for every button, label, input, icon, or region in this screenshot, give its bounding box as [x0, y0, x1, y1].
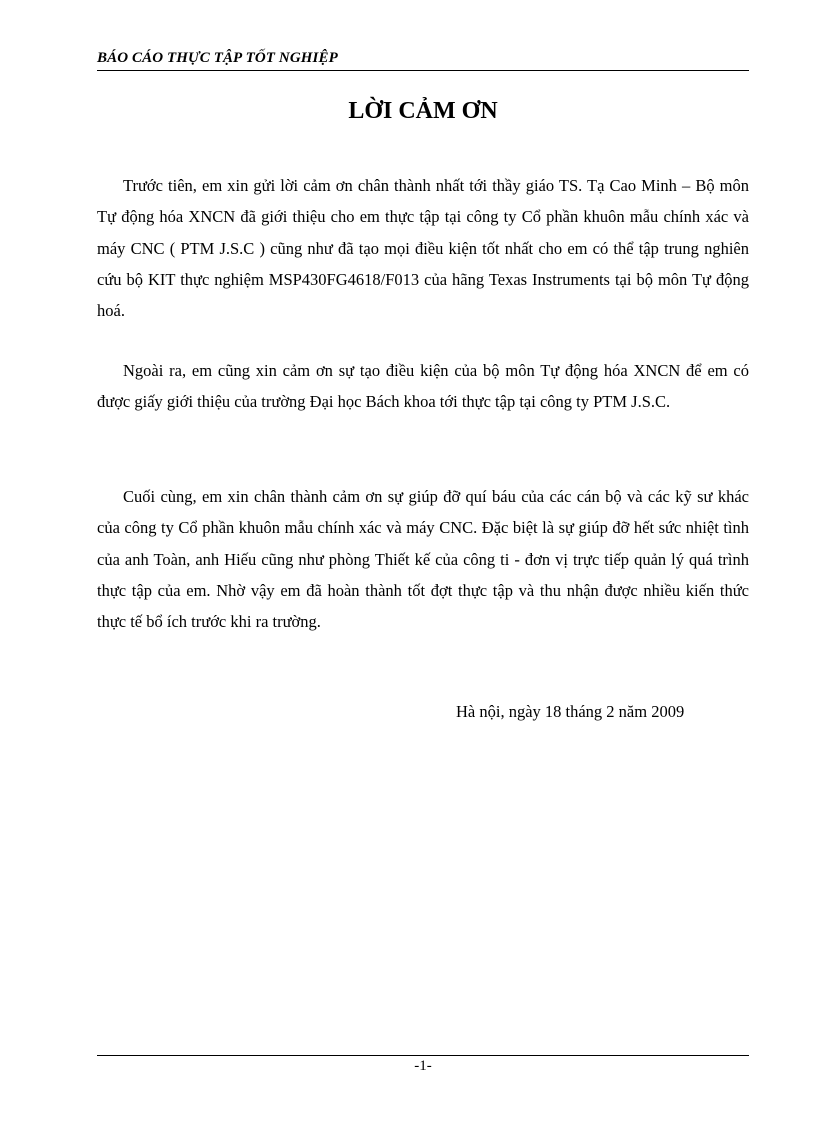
page-number: -1- [414, 1058, 432, 1074]
paragraph-3-text: Cuối cùng, em xin chân thành cảm ơn sự giúp đỡ quí báu của các cán bộ và các kỹ sư khác của công ty Cổ phần khuôn mẫu chính xác và máy CNC. Đặc biệt là sự giúp đỡ hết sức nhiệt tình của anh Toàn, anh Hiếu cũng như phòng Thiết kế của công ti - đơn vị trực tiếp quản lý quá trình thực tập của em. Nhờ vậy em đã hoàn thành tốt đợt thực tập và thu nhận được nhiều kiến thức thực tế bổ ích trước khi ra trường. [97, 487, 749, 632]
paragraph-3 [97, 481, 749, 637]
date-signature: Hà nội, ngày 18 tháng 2 năm 2009 [456, 702, 685, 721]
paragraph-2-text: Ngoài ra, em cũng xin cảm ơn sự tạo điều kiện của bộ môn Tự động hóa XNCN để em có được giấy giới thiệu của trường Đại học Bách khoa tới thực tập tại công ty PTM J.S.C. [97, 361, 749, 412]
page-title: LỜI CẢM ƠN [348, 98, 498, 124]
paragraph-1-text: Trước tiên, em xin gửi lời cảm ơn chân thành nhất tới thầy giáo TS. Tạ Cao Minh – Bộ môn Tự động hóa XNCN đã giới thiệu cho em thực tập tại công ty Cổ phần khuôn mẫu chính xác và máy CNC ( PTM J.S.C ) cũng như đã tạo mọi điều kiện tốt nhất cho em có thể tập trung nghiên cứu bộ KIT thực nghiệm MSP430FG4618/F013 của hãng Texas Instruments tại bộ môn Tự động hoá. [97, 176, 749, 321]
paragraph-2 [97, 355, 749, 418]
header-title: BÁO CÁO THỰC TẬP TỐT NGHIỆP [97, 50, 338, 66]
page-header [97, 48, 749, 71]
paragraph-1 [97, 170, 749, 326]
footer-divider [97, 1055, 749, 1056]
